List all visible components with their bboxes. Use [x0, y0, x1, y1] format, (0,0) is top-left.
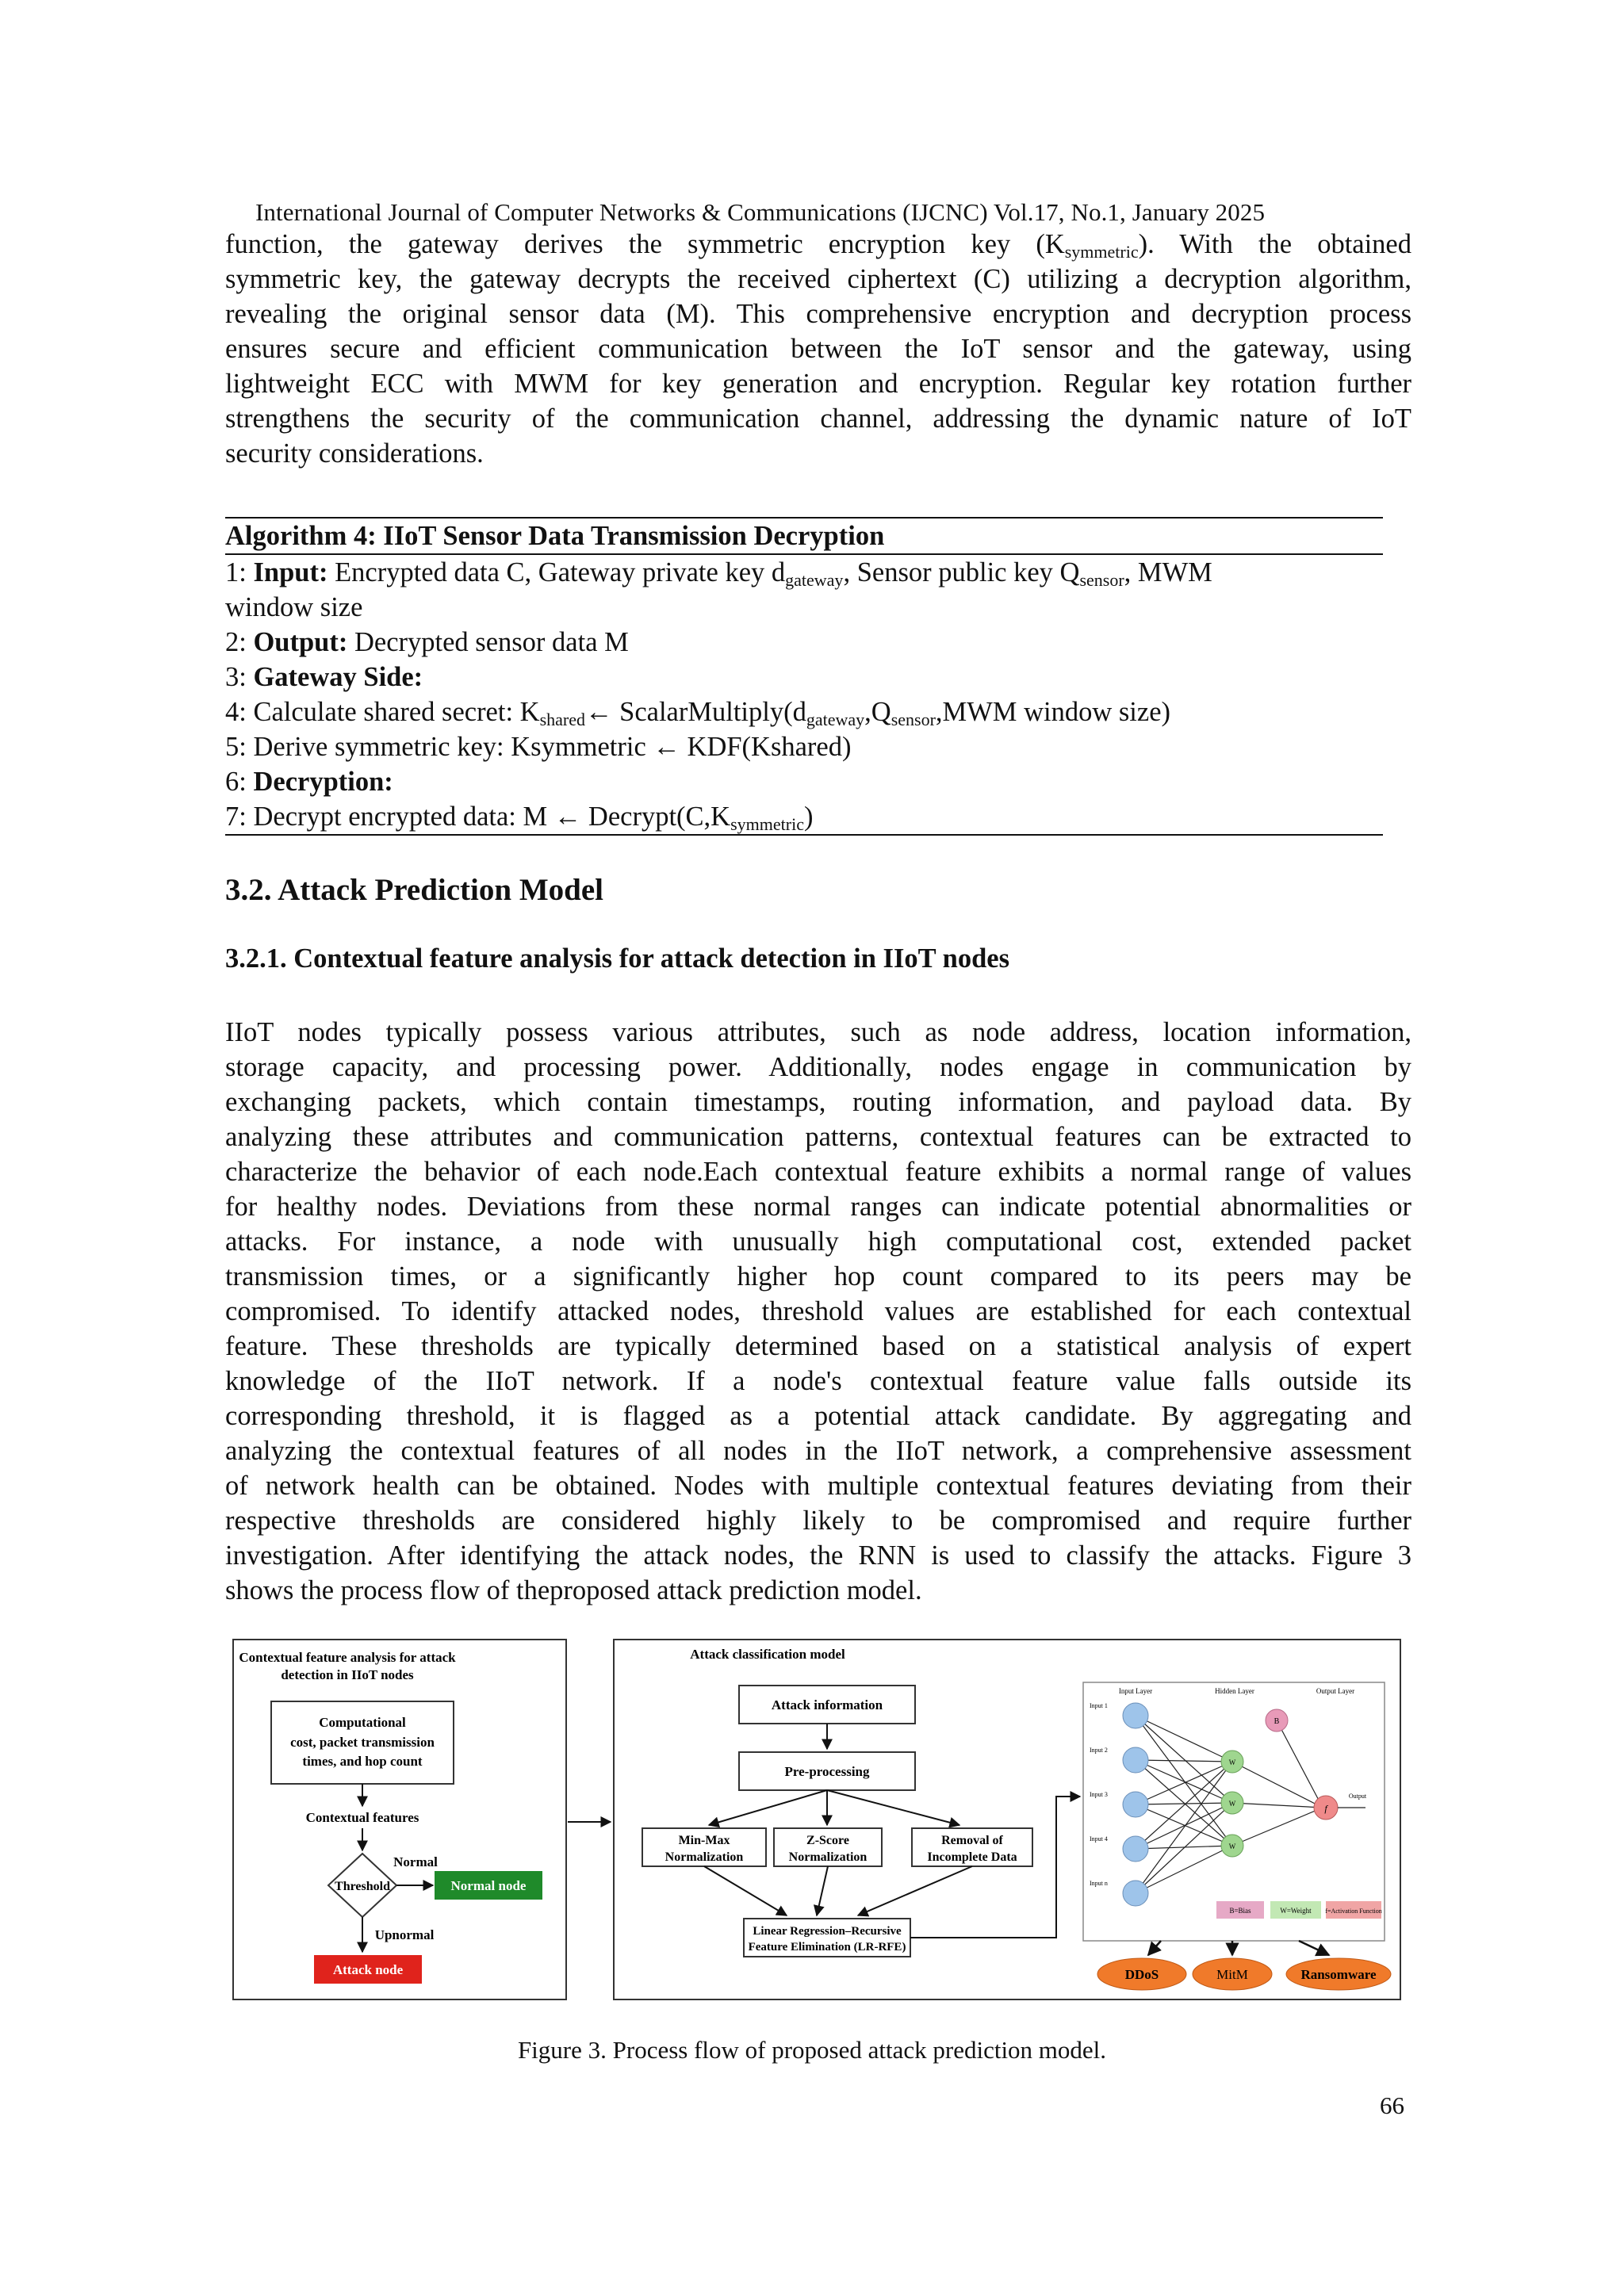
- comp-line-2: cost, packet transmission: [290, 1735, 435, 1750]
- nn-input-label: Input 2: [1090, 1747, 1108, 1754]
- alg4-d: ,MWM window size): [935, 697, 1171, 727]
- algorithm-line-7: [225, 799, 1383, 834]
- alg6-label: Decryption:: [253, 767, 393, 797]
- nn-hidden-weight-label: W: [1228, 1843, 1236, 1850]
- comp-line-1: Computational: [319, 1715, 406, 1730]
- algorithm-line-5: 5: Derive symmetric key: Ksymmetric ← KDF(Kshared): [225, 732, 852, 762]
- alg2-text: Decrypted sensor data M: [354, 627, 629, 657]
- ransomware-label: Ransomware: [1300, 1967, 1377, 1982]
- alg1-sub1: gateway: [785, 570, 844, 590]
- body-line: analyzing these attributes and communication patterns, contextual features can be extracted to: [225, 1122, 1411, 1152]
- intro-line-7: security considerations.: [225, 438, 484, 469]
- alg1-sub2: sensor: [1079, 570, 1124, 590]
- body-line: respective thresholds are considered highly likely to be compromised and require further: [225, 1506, 1411, 1536]
- minmax-line-1: Min-Max: [678, 1834, 730, 1847]
- alg7-a: 7: Decrypt encrypted data: M ← Decrypt(C,K: [225, 802, 731, 832]
- figure-3: [232, 1638, 1402, 2003]
- body-line: characterize the behavior of each node.Each contextual feature exhibits a normal range of values: [225, 1157, 1411, 1187]
- figure-diagram: [232, 1638, 1402, 2003]
- alg2-label: Output:: [253, 627, 348, 657]
- contextual-features-label: Contextual features: [305, 1810, 419, 1825]
- alg7-b: ): [803, 802, 814, 832]
- alg4-sub1: shared: [539, 710, 586, 729]
- nn-input-neuron: [1123, 1703, 1148, 1728]
- zscore-line-2: Normalization: [788, 1850, 868, 1864]
- algorithm-title: Algorithm 4: IIoT Sensor Data Transmission Decryption: [225, 521, 885, 551]
- zscore-line-1: Z-Score: [806, 1834, 849, 1847]
- alg1-mid: , Sensor public key Q: [843, 557, 1080, 587]
- body-line: shows the process flow of theproposed attack prediction model.: [225, 1575, 922, 1605]
- nn-hidden-layer-label: Hidden Layer: [1215, 1687, 1254, 1695]
- attack-information-label: Attack information: [771, 1697, 883, 1712]
- alg3-label: Gateway Side:: [253, 662, 423, 692]
- body-paragraph: [225, 1015, 1411, 1608]
- removal-line-1: Removal of: [941, 1834, 1003, 1847]
- body-line: compromised. To identify attacked nodes, threshold values are established for each contextual: [225, 1296, 1411, 1326]
- alg1-text: Encrypted data C, Gateway private key d: [335, 557, 786, 587]
- section-title: 3.2. Attack Prediction Model: [225, 873, 603, 907]
- ddos-label: DDoS: [1124, 1967, 1159, 1982]
- legend-weight-label: W=Weight: [1280, 1907, 1312, 1915]
- body-line: exchanging packets, which contain timestamps, routing information, and payload data. By: [225, 1087, 1411, 1117]
- nn-input-neuron: [1123, 1881, 1148, 1906]
- legend-bias-label: B=Bias: [1229, 1907, 1251, 1915]
- intro-line-5: lightweight ECC with MWM for key generation and encryption. Regular key rotation further: [225, 369, 1411, 399]
- alg1-num: 1:: [225, 557, 247, 587]
- nn-input-layer-label: Input Layer: [1118, 1687, 1153, 1695]
- algorithm-line-2: [225, 625, 1383, 660]
- algorithm-bottom-rule: [225, 834, 1383, 836]
- page-number: 66: [1380, 2091, 1404, 2119]
- algorithm-line-1-cont: window size: [225, 592, 363, 622]
- alg2-num: 2:: [225, 627, 247, 657]
- alg7-sub: symmetric: [730, 814, 804, 834]
- journal-header: International Journal of Computer Networks & Communications (IJCNC) Vol.17, No.1, January 2025: [255, 198, 1266, 226]
- intro-paragraph: [225, 227, 1411, 471]
- algorithm-line-3: [225, 660, 1383, 695]
- normal-node-label: Normal node: [450, 1878, 527, 1893]
- attack-node-label: Attack node: [332, 1962, 404, 1977]
- body-line: feature. These thresholds are typically determined based on a statistical analysis of expert: [225, 1331, 1411, 1361]
- body-line: investigation. After identifying the attack nodes, the RNN is used to classify the attacks. Figure 3: [225, 1540, 1411, 1571]
- intro-line-1: [225, 227, 1411, 262]
- nn-input-label: Input 3: [1090, 1791, 1108, 1798]
- alg3-num: 3:: [225, 662, 247, 692]
- minmax-line-2: Normalization: [665, 1850, 744, 1864]
- nn-input-label: Input 4: [1090, 1835, 1108, 1843]
- alg4-sub3: sensor: [891, 710, 936, 729]
- body-line: IIoT nodes typically possess various attributes, such as node address, location information,: [225, 1017, 1411, 1047]
- body-line: storage capacity, and processing power. Additionally, nodes engage in communication by: [225, 1052, 1411, 1082]
- nn-input-neuron: [1123, 1747, 1148, 1773]
- upnormal-label: Upnormal: [374, 1927, 435, 1942]
- alg4-b: ← ScalarMultiply(d: [585, 697, 806, 727]
- intro-line-1-sub: symmetric: [1064, 242, 1139, 262]
- alg4-a: 4: Calculate shared secret: K: [225, 697, 540, 727]
- body-line: analyzing the contextual features of all nodes in the IIoT network, a comprehensive assessment: [225, 1436, 1411, 1466]
- lrrfe-line-1: Linear Regression–Recursive: [753, 1925, 902, 1938]
- nn-input-label: Input 1: [1090, 1702, 1108, 1709]
- body-line: of network health can be obtained. Nodes with multiple contextual features deviating from their: [225, 1471, 1411, 1501]
- intro-line-1-text: function, the gateway derives the symmetric encryption key (K: [225, 229, 1065, 259]
- figure-caption: Figure 3. Process flow of proposed attack prediction model.: [517, 2036, 1107, 2064]
- left-panel-title-1: Contextual feature analysis for attack: [239, 1650, 456, 1665]
- body-line: attacks. For instance, a node with unusually high computational cost, extended packet: [225, 1226, 1411, 1257]
- body-line: corresponding threshold, it is flagged as a potential attack candidate. By aggregating and: [225, 1401, 1411, 1431]
- body-line: for healthy nodes. Deviations from these normal ranges can indicate potential abnormalities or: [225, 1192, 1411, 1222]
- right-panel-title: Attack classification model: [690, 1647, 845, 1662]
- intro-line-2: symmetric key, the gateway decrypts the received ciphertext (C) utilizing a decryption algorithm,: [225, 264, 1411, 294]
- body-line: knowledge of the IIoT network. If a node's contextual feature value falls outside its: [225, 1366, 1411, 1396]
- removal-line-2: Incomplete Data: [927, 1850, 1017, 1864]
- alg1-label: Input:: [253, 557, 328, 587]
- legend-activation-label: f=Activation Function: [1325, 1908, 1382, 1915]
- alg6-num: 6:: [225, 767, 247, 797]
- nn-input-neuron: [1123, 1792, 1148, 1817]
- algorithm-line-1: [225, 555, 1383, 590]
- nn-hidden-weight-label: W: [1228, 1800, 1236, 1808]
- comp-line-3: times, and hop count: [302, 1754, 423, 1769]
- nn-input-neuron: [1123, 1836, 1148, 1862]
- nn-output-label: Output: [1348, 1793, 1367, 1800]
- nn-output-layer-label: Output Layer: [1316, 1687, 1355, 1695]
- algorithm-box: [225, 517, 1383, 836]
- nn-bias-label: B: [1274, 1717, 1280, 1726]
- algorithm-line-4: [225, 695, 1383, 729]
- preprocessing-label: Pre-processing: [784, 1764, 870, 1779]
- normal-label: Normal: [393, 1854, 438, 1869]
- threshold-label: Threshold: [335, 1880, 390, 1893]
- algorithm-line-6: [225, 764, 1383, 799]
- intro-line-3: revealing the original sensor data (M). This comprehensive encryption and decryption process: [225, 299, 1411, 329]
- intro-line-6: strengthens the security of the communication channel, addressing the dynamic nature of IoT: [225, 404, 1411, 434]
- subsection-title: 3.2.1. Contextual feature analysis for attack detection in IIoT nodes: [225, 943, 1010, 974]
- lrrfe-line-2: Feature Elimination (LR-RFE): [748, 1941, 906, 1954]
- mitm-label: MitM: [1216, 1967, 1248, 1982]
- alg1-end: , MWM: [1124, 557, 1212, 587]
- intro-line-1-tail: ). With the obtained: [1138, 229, 1411, 259]
- nn-input-label: Input n: [1090, 1880, 1108, 1887]
- nn-activation-label: f: [1324, 1803, 1327, 1814]
- alg4-c: ,Q: [864, 697, 891, 727]
- left-panel-title-2: detection in IIoT nodes: [281, 1667, 414, 1682]
- nn-hidden-weight-label: W: [1228, 1758, 1236, 1766]
- body-line: transmission times, or a significantly higher hop count compared to its peers may be: [225, 1261, 1411, 1292]
- alg4-sub2: gateway: [806, 710, 865, 729]
- intro-line-4: ensures secure and efficient communication between the IoT sensor and the gateway, using: [225, 334, 1411, 364]
